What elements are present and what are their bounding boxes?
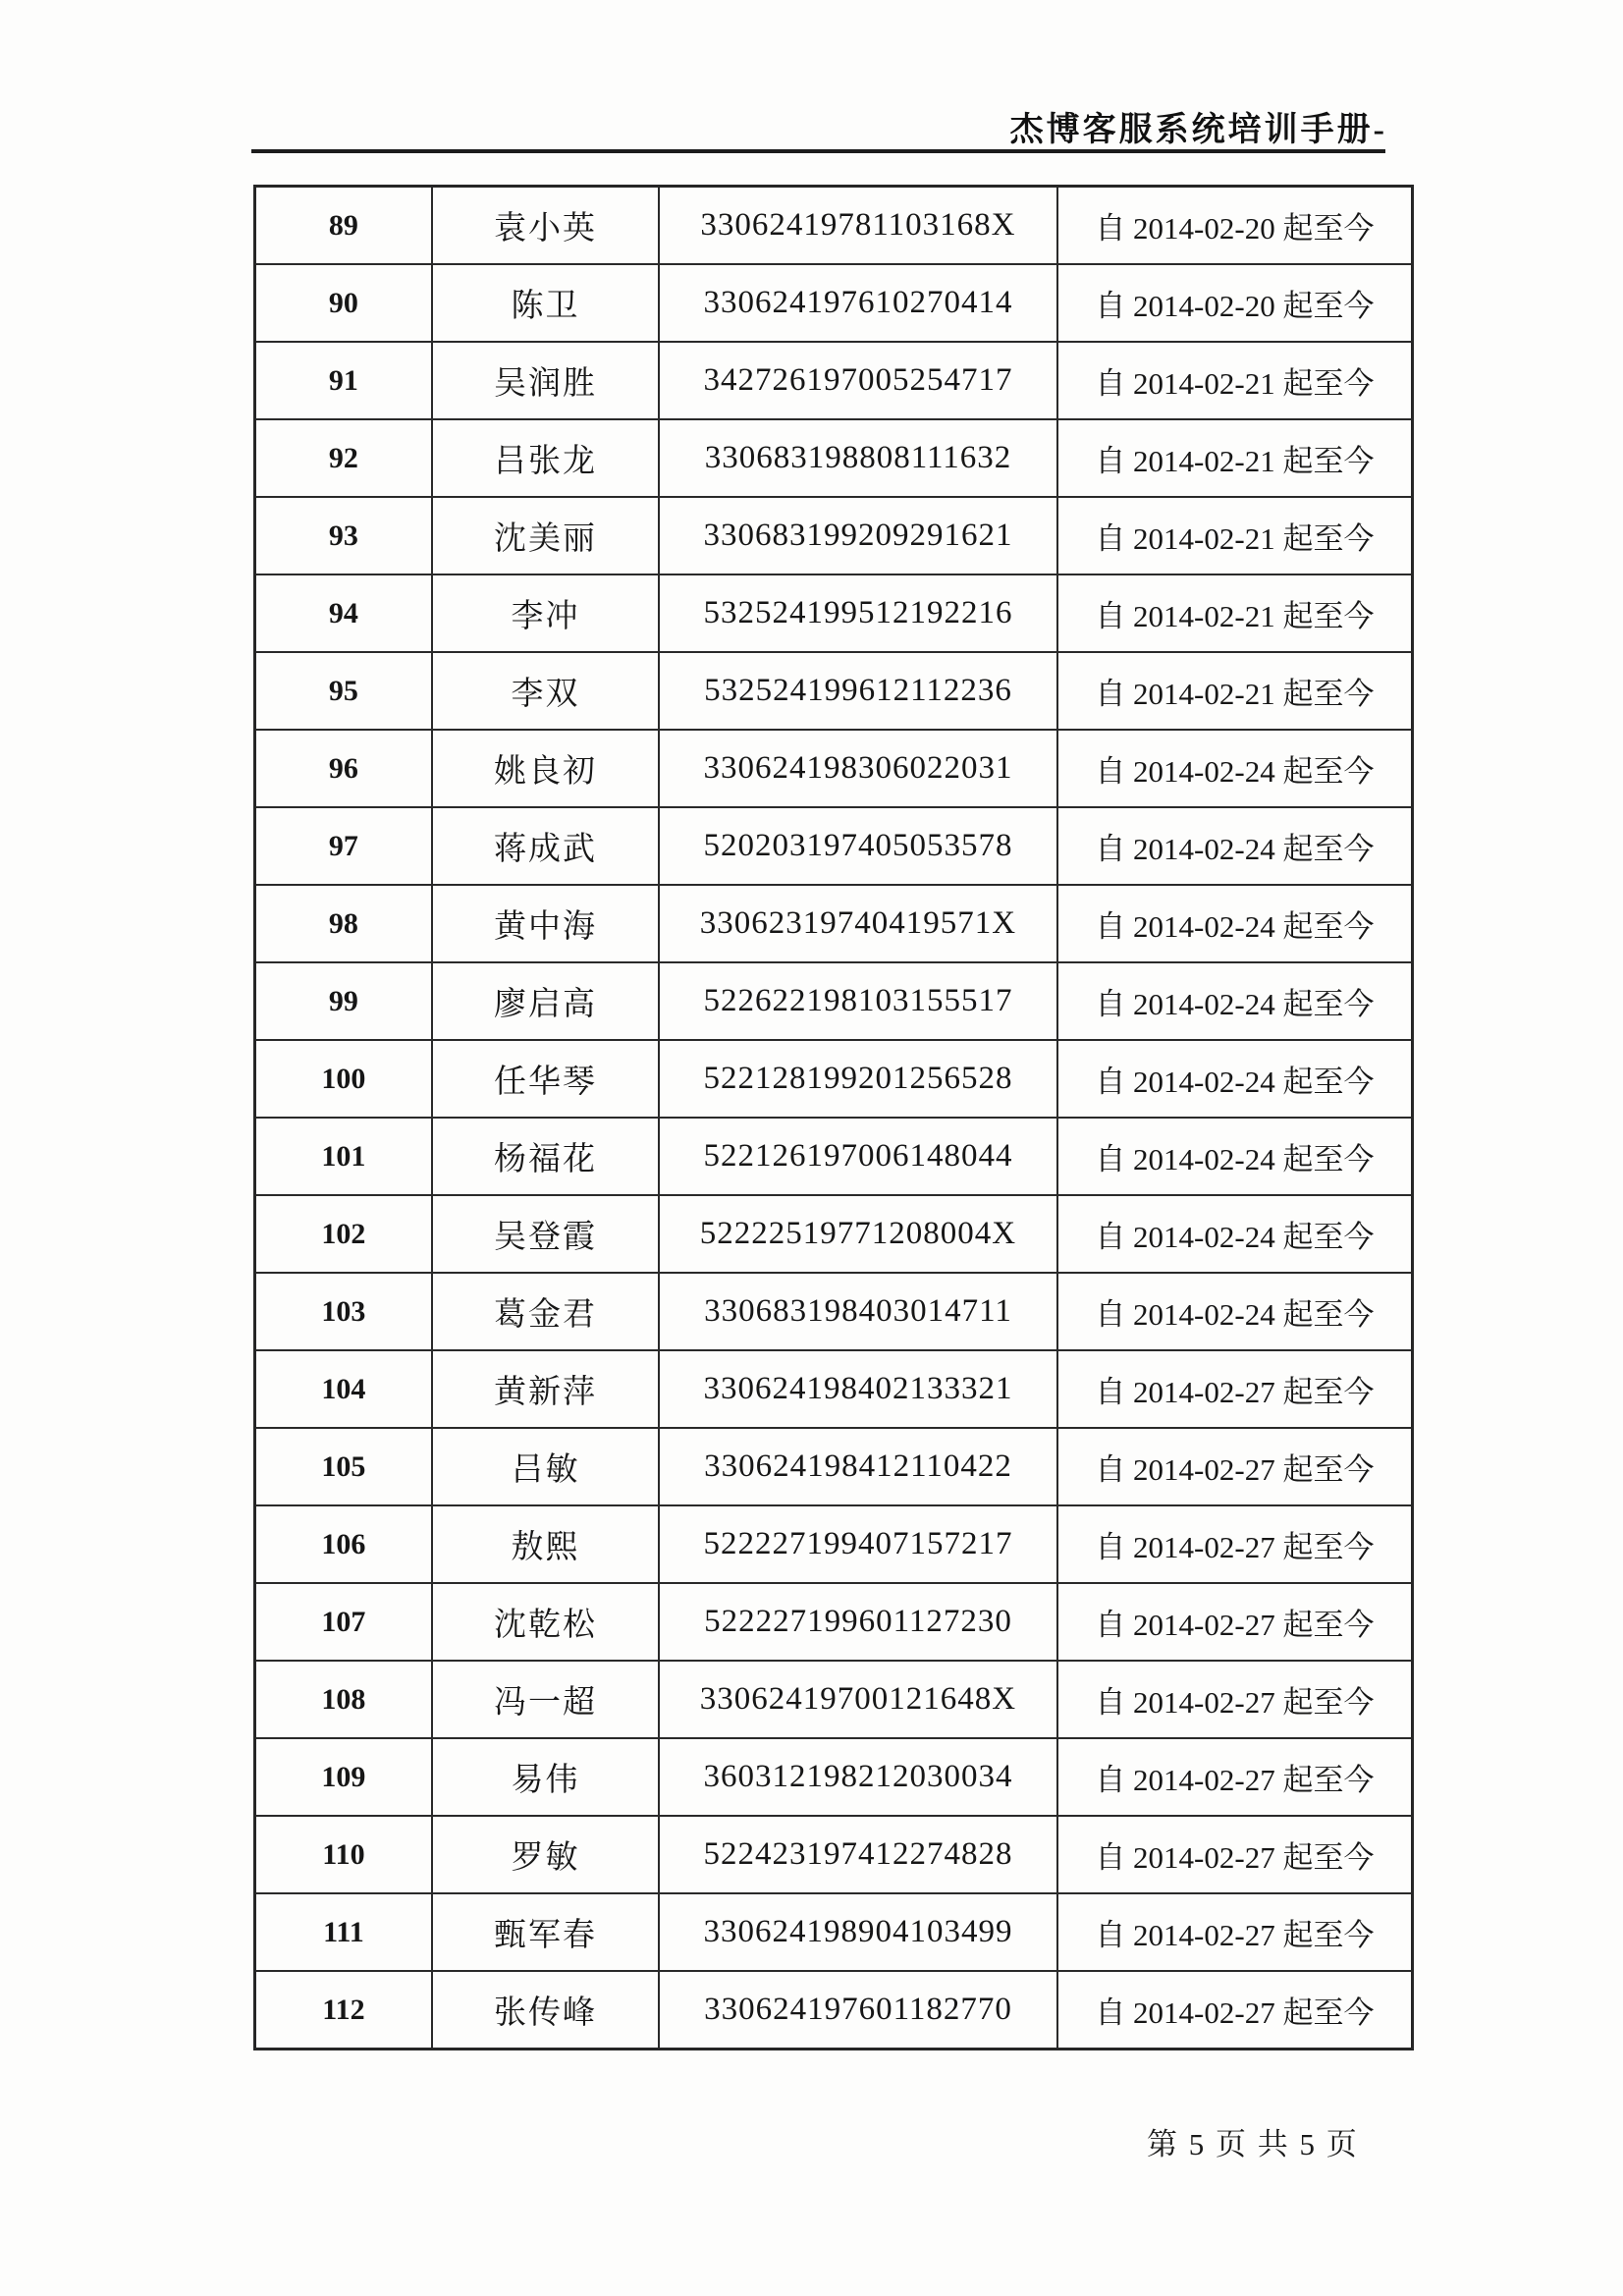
- cell-name: 袁小英: [432, 187, 659, 265]
- table-row: [255, 264, 1413, 342]
- header-rule: [251, 149, 1385, 153]
- cell-period: 自 2014-02-27 起至今: [1057, 1350, 1413, 1428]
- cell-name: 陈卫: [432, 264, 659, 342]
- cell-id: 522126197006148044: [659, 1118, 1057, 1195]
- cell-id: 360312198212030034: [659, 1738, 1057, 1816]
- table-row: [255, 1195, 1413, 1273]
- cell-name: 张传峰: [432, 1971, 659, 2050]
- cell-name: 吕敏: [432, 1428, 659, 1505]
- cell-id: 522622198103155517: [659, 962, 1057, 1040]
- cell-no: 112: [255, 1971, 432, 2050]
- table-row: [255, 730, 1413, 807]
- cell-id: 330624198904103499: [659, 1893, 1057, 1971]
- cell-period: 自 2014-02-24 起至今: [1057, 885, 1413, 962]
- cell-period: 自 2014-02-20 起至今: [1057, 264, 1413, 342]
- cell-period: 自 2014-02-24 起至今: [1057, 1195, 1413, 1273]
- cell-no: 90: [255, 264, 432, 342]
- table-row: [255, 807, 1413, 885]
- cell-name: 吕张龙: [432, 419, 659, 497]
- cell-no: 98: [255, 885, 432, 962]
- cell-name: 吴润胜: [432, 342, 659, 419]
- cell-no: 89: [255, 187, 432, 265]
- cell-no: 93: [255, 497, 432, 574]
- cell-name: 沈乾松: [432, 1583, 659, 1661]
- cell-id: 532524199512192216: [659, 574, 1057, 652]
- table-row: [255, 1893, 1413, 1971]
- cell-no: 111: [255, 1893, 432, 1971]
- cell-name: 敖熙: [432, 1505, 659, 1583]
- cell-period: 自 2014-02-21 起至今: [1057, 419, 1413, 497]
- cell-period: 自 2014-02-27 起至今: [1057, 1583, 1413, 1661]
- page-number-label: 第 5 页 共 5 页: [1147, 2127, 1359, 2161]
- cell-no: 101: [255, 1118, 432, 1195]
- cell-id: 330624198306022031: [659, 730, 1057, 807]
- cell-id: 522227199601127230: [659, 1583, 1057, 1661]
- cell-no: 99: [255, 962, 432, 1040]
- cell-id: 330624198402133321: [659, 1350, 1057, 1428]
- cell-period: 自 2014-02-27 起至今: [1057, 1661, 1413, 1738]
- cell-id: 33062319740419571X: [659, 885, 1057, 962]
- cell-period: 自 2014-02-27 起至今: [1057, 1738, 1413, 1816]
- cell-id: 522227199407157217: [659, 1505, 1057, 1583]
- cell-period: 自 2014-02-21 起至今: [1057, 574, 1413, 652]
- cell-name: 罗敏: [432, 1816, 659, 1893]
- table-row: [255, 1505, 1413, 1583]
- cell-id: 330624197601182770: [659, 1971, 1057, 2050]
- cell-id: 52222519771208004X: [659, 1195, 1057, 1273]
- staff-roster-table: [253, 185, 1414, 2050]
- cell-no: 110: [255, 1816, 432, 1893]
- cell-id: 330624198412110422: [659, 1428, 1057, 1505]
- table-row: [255, 1118, 1413, 1195]
- cell-name: 姚良初: [432, 730, 659, 807]
- cell-period: 自 2014-02-27 起至今: [1057, 1971, 1413, 2050]
- cell-id: 522128199201256528: [659, 1040, 1057, 1118]
- table-row: [255, 342, 1413, 419]
- cell-period: 自 2014-02-21 起至今: [1057, 497, 1413, 574]
- cell-no: 103: [255, 1273, 432, 1350]
- table-row: [255, 1661, 1413, 1738]
- cell-no: 108: [255, 1661, 432, 1738]
- cell-id: 342726197005254717: [659, 342, 1057, 419]
- cell-period: 自 2014-02-21 起至今: [1057, 342, 1413, 419]
- table-row: [255, 962, 1413, 1040]
- cell-no: 106: [255, 1505, 432, 1583]
- cell-no: 105: [255, 1428, 432, 1505]
- cell-name: 任华琴: [432, 1040, 659, 1118]
- cell-no: 94: [255, 574, 432, 652]
- cell-id: 520203197405053578: [659, 807, 1057, 885]
- cell-no: 102: [255, 1195, 432, 1273]
- table-row: [255, 1273, 1413, 1350]
- cell-period: 自 2014-02-27 起至今: [1057, 1893, 1413, 1971]
- cell-no: 92: [255, 419, 432, 497]
- cell-id: 522423197412274828: [659, 1816, 1057, 1893]
- cell-id: 33062419781103168X: [659, 187, 1057, 265]
- cell-no: 107: [255, 1583, 432, 1661]
- table-row: [255, 419, 1413, 497]
- cell-no: 109: [255, 1738, 432, 1816]
- cell-no: 91: [255, 342, 432, 419]
- cell-id: 330683198403014711: [659, 1273, 1057, 1350]
- cell-no: 100: [255, 1040, 432, 1118]
- cell-no: 96: [255, 730, 432, 807]
- table-row: [255, 1428, 1413, 1505]
- cell-name: 冯一超: [432, 1661, 659, 1738]
- roster-table-body: [255, 187, 1413, 2050]
- table-row: [255, 1738, 1413, 1816]
- cell-period: 自 2014-02-24 起至今: [1057, 962, 1413, 1040]
- cell-name: 蒋成武: [432, 807, 659, 885]
- table-row: [255, 1816, 1413, 1893]
- cell-name: 黄中海: [432, 885, 659, 962]
- cell-name: 李双: [432, 652, 659, 730]
- cell-period: 自 2014-02-24 起至今: [1057, 807, 1413, 885]
- cell-name: 黄新萍: [432, 1350, 659, 1428]
- table-row: [255, 1350, 1413, 1428]
- cell-period: 自 2014-02-27 起至今: [1057, 1505, 1413, 1583]
- cell-period: 自 2014-02-24 起至今: [1057, 1040, 1413, 1118]
- cell-id: 532524199612112236: [659, 652, 1057, 730]
- cell-id: 330683198808111632: [659, 419, 1057, 497]
- cell-id: 330683199209291621: [659, 497, 1057, 574]
- cell-name: 廖启高: [432, 962, 659, 1040]
- table-row: [255, 885, 1413, 962]
- table-row: [255, 187, 1413, 265]
- cell-name: 吴登霞: [432, 1195, 659, 1273]
- table-row: [255, 1583, 1413, 1661]
- cell-name: 李冲: [432, 574, 659, 652]
- cell-period: 自 2014-02-27 起至今: [1057, 1816, 1413, 1893]
- cell-no: 95: [255, 652, 432, 730]
- cell-no: 104: [255, 1350, 432, 1428]
- cell-name: 易伟: [432, 1738, 659, 1816]
- document-header-title: 杰博客服系统培训手册-: [1009, 112, 1387, 148]
- table-row: [255, 1040, 1413, 1118]
- cell-name: 杨福花: [432, 1118, 659, 1195]
- cell-name: 葛金君: [432, 1273, 659, 1350]
- table-row: [255, 574, 1413, 652]
- cell-id: 33062419700121648X: [659, 1661, 1057, 1738]
- cell-no: 97: [255, 807, 432, 885]
- cell-period: 自 2014-02-20 起至今: [1057, 187, 1413, 265]
- cell-id: 330624197610270414: [659, 264, 1057, 342]
- table-row: [255, 652, 1413, 730]
- cell-period: 自 2014-02-24 起至今: [1057, 1118, 1413, 1195]
- table-row: [255, 497, 1413, 574]
- cell-name: 沈美丽: [432, 497, 659, 574]
- table-row: [255, 1971, 1413, 2050]
- cell-period: 自 2014-02-27 起至今: [1057, 1428, 1413, 1505]
- cell-period: 自 2014-02-21 起至今: [1057, 652, 1413, 730]
- cell-period: 自 2014-02-24 起至今: [1057, 730, 1413, 807]
- cell-name: 甄军春: [432, 1893, 659, 1971]
- cell-period: 自 2014-02-24 起至今: [1057, 1273, 1413, 1350]
